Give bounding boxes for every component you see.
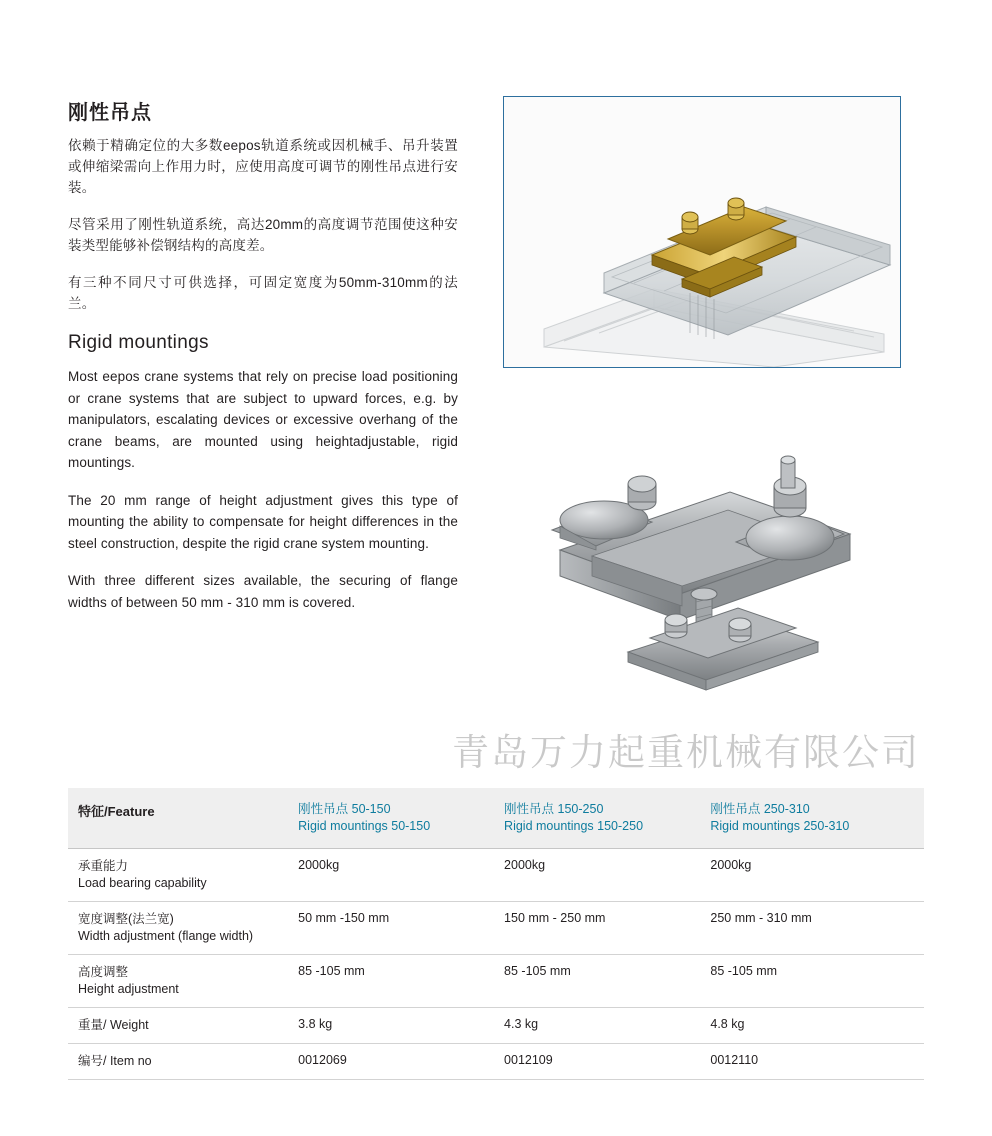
row-label-cn: 高度调整 [78, 965, 129, 979]
cell-weight-2: 4.3 kg [494, 1008, 700, 1044]
header-column-2-cn: 刚性吊点 150-250 [504, 802, 604, 816]
specification-table [68, 788, 924, 1080]
row-label-cn: 宽度调整(法兰宽) [78, 912, 174, 926]
paragraph-en-3: With three different sizes available, the securing of flange widths of between 50 mm - 310 mm is covered. [68, 573, 458, 610]
row-label-width-adjustment [68, 902, 288, 955]
row-label-en: Height adjustment [78, 982, 179, 996]
watermark-text: 青岛万力起重机械有限公司 [452, 731, 920, 774]
row-label-cn: 重量/ Weight [78, 1018, 149, 1032]
cell-load-bearing-3: 2000kg [700, 849, 924, 902]
paragraph-en-1: Most eepos crane systems that rely on precise load positioning or crane systems that are subject to upward forces, e.g. by manipulators, escalating devices or excessive overhang of the crane beams, are mounted using heightadjustable, rigid mountings. [68, 369, 458, 470]
cell-item-no-3: 0012110 [700, 1044, 924, 1080]
row-label-cn: 承重能力 [78, 859, 129, 873]
table-row [68, 902, 924, 955]
header-column-3-en: Rigid mountings 250-310 [710, 819, 850, 833]
table-row [68, 1008, 924, 1044]
cell-width-adjustment-1: 50 mm -150 mm [288, 902, 494, 955]
page-title-en: Rigid mountings [68, 332, 209, 353]
cell-height-adjustment-1: 85 -105 mm [288, 955, 494, 1008]
header-feature: 特征/Feature [68, 788, 288, 849]
paragraph-cn-1: 依赖于精确定位的大多数eepos轨道系统或因机械手、吊升装置或伸缩梁需向上作用力时，应使用高度可调节的刚性吊点进行安装。 [68, 138, 458, 195]
header-column-2 [494, 788, 700, 849]
paragraph-cn-3: 有三种不同尺寸可供选择，可固定宽度为50mm-310mm的法兰。 [68, 275, 458, 311]
paragraph-en-2: The 20 mm range of height adjustment gives this type of mounting the ability to compensate for height differences in the steel construction, despite the rigid crane system mounting. [68, 492, 458, 551]
cell-weight-1: 3.8 kg [288, 1008, 494, 1044]
rail-mounting-illustration [504, 97, 900, 367]
row-label-height-adjustment [68, 955, 288, 1008]
cell-width-adjustment-2: 150 mm - 250 mm [494, 902, 700, 955]
page-title-cn: 刚性吊点 [68, 102, 152, 124]
header-column-3 [700, 788, 924, 849]
cell-height-adjustment-2: 85 -105 mm [494, 955, 700, 1008]
table-row [68, 849, 924, 902]
table-header [68, 788, 924, 849]
cell-load-bearing-2: 2000kg [494, 849, 700, 902]
cell-load-bearing-1: 2000kg [288, 849, 494, 902]
table-header-row [68, 788, 924, 849]
row-label-en: Width adjustment (flange width) [78, 929, 254, 943]
header-column-1-cn: 刚性吊点 50-150 [298, 802, 391, 816]
header-column-3-cn: 刚性吊点 250-310 [710, 802, 810, 816]
header-column-1 [288, 788, 494, 849]
row-label-en: Load bearing capability [78, 876, 207, 890]
table-row [68, 955, 924, 1008]
product-image-rail-mounting [503, 96, 901, 368]
cell-width-adjustment-3: 250 mm - 310 mm [700, 902, 924, 955]
row-label-cn: 编号/ Item no [78, 1054, 152, 1068]
cell-weight-3: 4.8 kg [700, 1008, 924, 1044]
row-label-weight [68, 1008, 288, 1044]
cell-height-adjustment-3: 85 -105 mm [700, 955, 924, 1008]
row-label-item-no [68, 1044, 288, 1080]
product-image-clamp [500, 380, 920, 710]
header-column-2-en: Rigid mountings 150-250 [504, 819, 644, 833]
paragraph-cn-2: 尽管采用了刚性轨道系统，高达20mm的高度调节范围使这种安装类型能够补偿钢结构的高度差。 [68, 217, 458, 253]
header-column-1-en: Rigid mountings 50-150 [298, 819, 431, 833]
row-label-load-bearing [68, 849, 288, 902]
clamp-illustration [500, 380, 920, 710]
table-row [68, 1044, 924, 1080]
table-body [68, 849, 924, 1080]
cell-item-no-1: 0012069 [288, 1044, 494, 1080]
cell-item-no-2: 0012109 [494, 1044, 700, 1080]
text-column [68, 96, 458, 629]
